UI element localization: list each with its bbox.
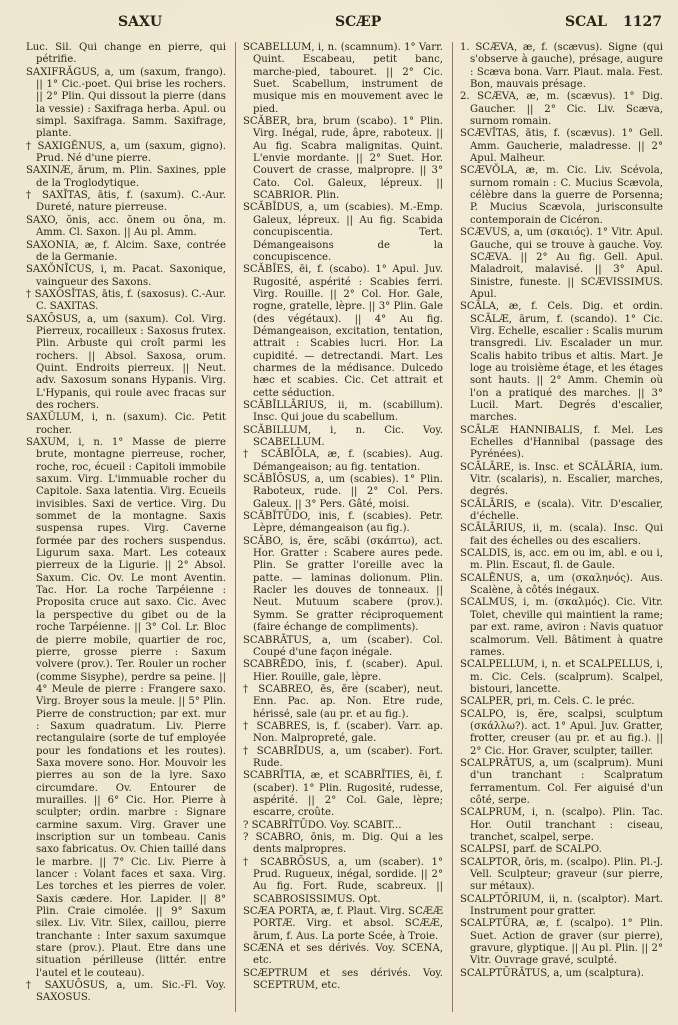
dictionary-entry: SCÆVŎLA, æ, m. Cic. Liv. Scévola, surnom romain : C. Mucius Scævola, célèbre dans la guerre de Porsenna; P. Mucius Scævola, jurisconsulte contemporain de Cicéron. xyxy=(460,165,663,226)
dictionary-entry: SCĂBĬŌSUS, a, um (scabies). 1° Plin. Raboteux, rude. || 2° Col. Pers. Galeux. || 3° Pers. Gâté, moisi. xyxy=(243,474,443,510)
dictionary-entry: SCABRĬTIA, æ, et SCABRĬTIES, ēi, f. (scaber). 1° Plin. Rugosité, rudesse, aspérité. || 2° Col. Gale, lèpre; escarre, croûte. xyxy=(243,770,443,819)
dictionary-entry: SCALPSI, parf. de SCALPO. xyxy=(460,844,602,856)
dictionary-entry: SCĂBĬLLĀRIUS, ii, m. (scabillum). Insc. Qui joue du scabellum. xyxy=(243,399,443,424)
dictionary-entry: SCALĒNUS, a, um (σκαληνός). Aus. Scalène, à côtés inégaux. xyxy=(460,572,663,597)
column-divider xyxy=(235,42,236,1012)
dictionary-entry: SAXŎNĬCUS, i, m. Pacat. Saxonique, vainqueur des Saxons. xyxy=(26,264,226,288)
dictionary-entry: † SCĂBĬŌLA, æ, f. (scabies). Aug. Démangeaison; au fig. tentation. xyxy=(243,449,443,473)
dictionary-entry: SCALPTŪRA, æ, f. (scalpo). 1° Plin. Suet. Action de graver (sur pierre), gravure, glyptique. || Au pl. Plin. || 2° Vitr. Ouvrage gravé, sculpté. xyxy=(460,918,663,967)
column-divider xyxy=(452,42,453,1012)
dictionary-entry: SCALPRUM, i, n. (scalpo). Plin. Tac. Hor. Outil tranchant : ciseau, tranchet, scalpel, serpe. xyxy=(460,807,663,843)
header-right-guideword: SCAL xyxy=(565,14,607,30)
dictionary-entry: SCĂBO, is, ĕre, scābi (σκάπτω), act. Hor. Gratter : Scabere aures pede. Plin. Se gratter l'oreille avec la patte. — laminas dolionum. Plin. Racler les douves de tonneaux. || Neut. Mutuum scabere (prov.). Symm. Se gratter réciproquement (faire échange de compliments). xyxy=(243,535,443,634)
dictionary-entry: SAXO, ŏnis, acc. ŏnem ou ŏna, m. Amm. Cl. Saxon. || Au pl. Amm. xyxy=(26,214,226,239)
dictionary-entry: SCABRĒDO, ĭnis, f. (scaber). Apul. Hier. Rouille, gale, lèpre. xyxy=(243,659,443,683)
dictionary-entry: † SCABRŌSUS, a, um (scaber). 1° Prud. Rugueux, inégal, sordide. || 2° Au fig. Fort. Rude, scabreux. || SCABROSISSIMUS. Opt. xyxy=(243,856,443,905)
dictionary-entry: SCĀLĀRE, is. Insc. et SCĀLĀRIA, ium. Vitr. (scalaris), n. Escalier, marches, degrés. xyxy=(460,461,663,498)
dictionary-entry: SCĂBILLUM, i, n. Cic. Voy. SCABELLUM. xyxy=(243,424,443,448)
dictionary-entry: SCÆA PORTA, æ, f. Plaut. Virg. SCÆÆ PORTÆ. Virg. et absol. SCÆÆ, ārum, f. Aus. La porte Scée, à Troie. xyxy=(243,906,443,942)
column-left xyxy=(26,42,226,1017)
dictionary-entry: SCĀLÆ HANNIBALIS, f. Mel. Les Echelles d'Hannibal (passage des Pyrénées). xyxy=(460,424,663,461)
dictionary-entry: † SCABRES, is, f. (scaber). Varr. ap. Non. Malpropreté, gale. xyxy=(243,720,443,745)
dictionary-entry: SCĂBER, bra, brum (scabo). 1° Plin. Virg. Inégal, rude, âpre, raboteux. || Au fig. Scabra malignitas. Quint. L'envie mordante. || 2° Suet. Hor. Couvert de crasse, malpropre. || 3° Cato. Col. Galeux, lépreux. || SCABRIOR. Plin. xyxy=(243,116,443,202)
dictionary-entry: SAXIFRĂGUS, a, um (saxum, frango). || 1° Cic.-poet. Qui brise les rochers. || 2° Plin. Qui dissout la pierre (dans la vessie) : Saxifraga herba. Apul. ou simpl. Saxifraga. Samm. Saxifrage, plante. xyxy=(26,66,226,140)
dictionary-entry: SCÆVĬTAS, ātis, f. (scævus). 1° Gell. Amm. Gaucherie, maladresse. || 2° Apul. Malheur. xyxy=(460,128,663,165)
dictionary-entry: ? SCABRĬTŪDO. Voy. SCABIT... xyxy=(243,819,402,831)
header-left-guideword: SAXU xyxy=(118,14,163,30)
dictionary-entry: † SAXUŌSUS, a, um. Sic.-Fl. Voy. SAXOSUS. xyxy=(26,980,226,1004)
dictionary-entry: † SAXŌSĬTAS, ātis, f. (saxosus). C.-Aur. C. SAXITAS. xyxy=(26,288,226,313)
dictionary-entry: SCĀLĀRIUS, ii, m. (scala). Insc. Qui fait des échelles ou des escaliers. xyxy=(460,523,663,547)
dictionary-entry: ? SCABRO, ōnis, m. Dig. Qui a les dents malpropres. xyxy=(243,832,443,856)
dictionary-entry: Luc. Sil. Qui change en pierre, qui pétrifie. xyxy=(26,42,226,66)
dictionary-entry: SCALPO, is, ĕre, scalpsi, sculptum (σκάλλω?). act. 1° Apul. Juv. Gratter, frotter, creuser (au pr. et au fig.). || 2° Cic. Hor. Graver, sculpter, tailler. xyxy=(460,708,663,757)
dictionary-entry: † SCABREO, ēs, ēre (scaber), neut. Enn. Pac. ap. Non. Etre rude, hérissé, sale (au pr. et au fig.). xyxy=(243,683,443,720)
column-right xyxy=(460,42,663,1017)
dictionary-entry: SCÆVUS, a, um (σκαιός). 1° Vitr. Apul. Gauche, qui se trouve à gauche. Voy. SCÆVA. || 2° Au fig. Gell. Apul. Maladroit, malavisé. || 3° Apul. Sinistre, funeste. || SCÆVISSIMUS. Apul. xyxy=(460,227,663,300)
dictionary-entry: SCALPRĀTUS, a, um (scalprum). Muni d'un tranchant : Scalpratum ferramentum. Col. Fer aiguisé d'un côté, serpe. xyxy=(460,757,663,806)
dictionary-entry: 1. SCÆVA, æ, f. (scævus). Signe (qui s'observe à gauche), présage, augure : Scæva bona. Varr. Plaut. mala. Fest. Bon, mauvais présage. xyxy=(460,42,663,91)
dictionary-entry: † SAXIGĔNUS, a, um (saxum, gigno). Prud. Né d'une pierre. xyxy=(26,140,226,165)
header-center-guideword: SCÆP xyxy=(335,14,382,30)
dictionary-entry: SCABRĀTUS, a, um (scaber). Col. Coupé d'une façon inégale. xyxy=(243,634,443,658)
dictionary-entry: † SAXĬTAS, ātis, f. (saxum). C.-Aur. Dureté, nature pierreuse. xyxy=(26,190,226,214)
dictionary-entry: SCĂBĬDUS, a, um (scabies). M.-Emp. Galeux, lépreux. || Au fig. Scabida concupiscentia. Tert. Démangeaisons de la concupiscence. xyxy=(243,202,443,263)
dictionary-entry: SAXŌSUS, a, um (saxum). Col. Virg. Pierreux, rocailleux : Saxosus frutex. Plin. Arbuste qui croît parmi les rochers. || Absol. Saxosa, orum. Quint. Endroits pierreux. || Neut. adv. Saxosum sonans Hypanis. Virg. L'Hypanis, qui roule avec fracas sur des rochers. xyxy=(26,313,226,411)
dictionary-entry: SCĂBELLUM, i, n. (scamnum). 1° Varr. Quint. Escabeau, petit banc, marche-pied, tabouret. || 2° Cic. Suet. Scabellum, instrument de musique mis en mouvement avec le pied. xyxy=(243,42,443,115)
column-middle xyxy=(243,42,443,1017)
dictionary-entry: SCALPTOR, ōris, m. (scalpo). Plin. Pl.-J. Vell. Sculpteur; graveur (sur pierre, sur métaux). xyxy=(460,856,663,893)
dictionary-entry: † SCABRĬDUS, a, um (scaber). Fort. Rude. xyxy=(243,745,443,769)
dictionary-entry: SCÆPTRUM et ses dérivés. Voy. SCEPTRUM, etc. xyxy=(243,967,443,992)
dictionary-entry: SCĀLA, æ, f. Cels. Dig. et ordin. SCĀLÆ, ārum, f. (scando). 1° Cic. Virg. Echelle, escalier : Scalis murum transgredi. Liv. Escalader un mur. Scalis habito tribus et altis. Mart. Je loge au troisième étage, et les étages sont hauts. || 2° Amm. Chemin où l'on a pratiqué des marches. || 3° Lucil. Mart. Degrés d'escalier, marches. xyxy=(460,301,663,424)
running-header xyxy=(22,14,662,36)
dictionary-entry: SAXONIA, æ, f. Alcim. Saxe, contrée de la Germanie. xyxy=(26,239,226,263)
dictionary-entry: 2. SCÆVA, æ, m. (scævus). 1° Dig. Gaucher. || 2° Cic. Liv. Scæva, surnom romain. xyxy=(460,91,663,128)
dictionary-entry: SCALPTŌRIUM, ii, n. (scalptor). Mart. Instrument pour gratter. xyxy=(460,893,663,918)
page-number: 1127 xyxy=(623,14,662,30)
dictionary-entry: SAXINÆ, ārum, m. Plin. Saxines, pple de la Troglodytique. xyxy=(26,165,226,189)
dictionary-entry: SCĂBĬES, ēi, f. (scabo). 1° Apul. Juv. Rugosité, aspérité : Scabies ferri. Virg. Rouille. || 2° Col. Hor. Gale, rogne, gratelle, lèpre. || 3° Plin. Gale (des végétaux). || 4° Au fig. Démangeaison, excitation, tentation, attrait : Scabies lucri. Hor. La cupidité. — detrectandi. Mart. Les charmes de la médisance. Dulcedo hæc et scabies. Cic. Cet attrait et cette séduction. xyxy=(243,264,443,399)
dictionary-entry: SCALPTŪRĀTUS, a, um (scalptura). xyxy=(460,967,644,979)
dictionary-entry: SAXŬLUM, i, n. (saxum). Cic. Petit rocher. xyxy=(26,412,226,436)
dictionary-entry: SCĀLĀRIS, e (scala). Vitr. D'escalier, d'échelle. xyxy=(460,498,663,523)
dictionary-entry: SCĂBĬTŪDO, inis, f. (scabies). Petr. Lèpre, démangeaison (au fig.). xyxy=(243,511,443,535)
dictionary-entry: SCALPELLUM, i, n. et SCALPELLUS, i, m. Cic. Cels. (scalprum). Scalpel, bistouri, lancette. xyxy=(460,659,663,695)
dictionary-entry: SCÆNA et ses dérivés. Voy. SCENA, etc. xyxy=(243,943,443,967)
dictionary-entry: SAXUM, i, n. 1° Masse de pierre brute, montagne pierreuse, rocher, roche, roc, écueil : Capitoli immobile saxum. Virg. L'immuable rocher du Capitole. Saxa latentia. Virg. Ecueils invisibles. Saxi de vertice. Virg. Du sommet de la montagne. Saxis suspensa rupes. Virg. Caverne formée par des rochers suspendus. Ligurum saxa. Mart. Les coteaux pierreux de la Ligurie. || 2° Absol. Saxum. Cic. Ov. Le mont Aventin. Tac. Hor. La roche Tarpéienne : Proposita cruce aut saxo. Cic. Avec la perspective du gibet ou de la roche Tarpéienne. || 3° Col. Lr. Bloc de pierre mobile, quartier de roc, pierre, grosse pierre : Saxum volvere (prov.). Ter. Rouler un rocher (comme Sisyphe), perdre sa peine. || 4° Meule de pierre : Frangere saxo. Virg. Broyer sous la meule. || 5° Plin. Pierre de construction; par ext. mur : Saxum quadratum. Liv. Pierre rectangulaire (sorte de tuf employée pour les fondations et les routes). Saxa movere sono. Hor. Mouvoir les pierres au son de la lyre. Saxo circumdare. Ov. Entourer de murailles. || 6° Cic. Hor. Pierre à sculpter; ordin. marbre : Signare carmine saxum. Virg. Graver une inscription sur un tombeau. Canis saxo fabricatus. Ov. Chien taillé dans le marbre. || 7° Cic. Liv. Pierre à lancer : Volant faces et saxa. Virg. Les torches et les pierres de voler. Saxis cædere. Hor. Lapider. || 8° Plin. Craie cimolée. || 9° Saxum silex. Liv. Vitr. Silex, caillou, pierre tranchante : Inter saxum saxumque stare (prov.). Plaut. Etre dans une situation périlleuse (littér. entre l'autel et le couteau). xyxy=(26,437,226,979)
dictionary-entry: SCALPER, pri, m. Cels. C. le préc. xyxy=(460,696,635,708)
dictionary-entry: SCALMUS, i, m. (σκαλμός). Cic. Vitr. Tolet, cheville qui maintient la rame; par ext. rame, aviron : Navis quatuor scalmorum. Vell. Bâtiment à quatre rames. xyxy=(460,597,663,658)
dictionary-entry: SCALDIS, is, acc. em ou im, abl. e ou i, m. Plin. Escaut, fl. de Gaule. xyxy=(460,548,663,572)
